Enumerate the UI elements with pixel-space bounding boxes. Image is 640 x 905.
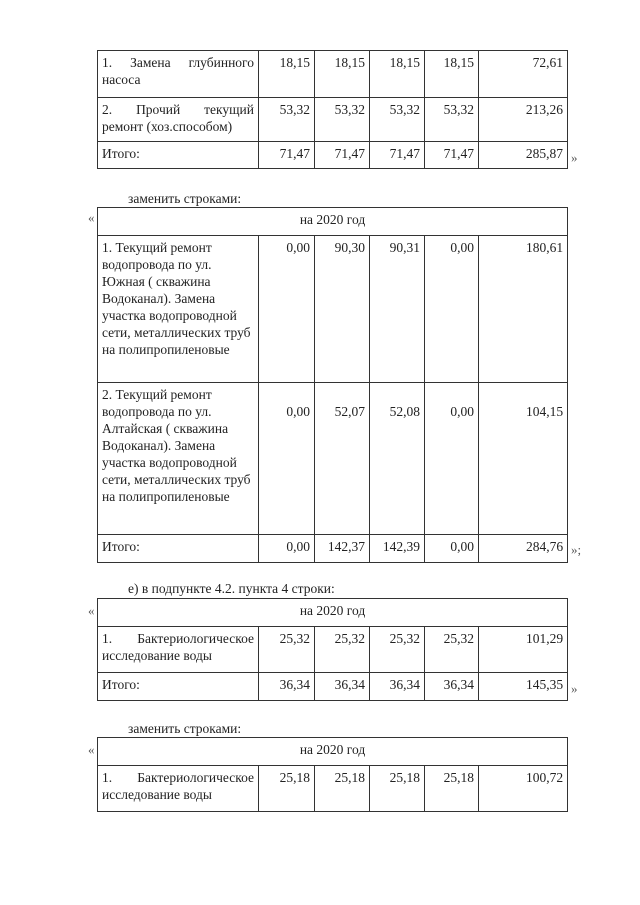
value-cell: 90,31 <box>370 236 425 383</box>
value-cell: 25,32 <box>370 627 425 673</box>
table-row <box>98 51 568 98</box>
open-quote: « <box>88 742 95 757</box>
paragraph-replace: заменить строками: <box>128 721 242 736</box>
year-row <box>98 208 568 236</box>
row-label: 2. Текущий ремонт водопровода по ул. Алтайская ( скважина Водоканал). Замена участка водопроводной сети, металлических труб на полипропиленовые <box>98 383 259 535</box>
row-label: 2. Прочий текущий ремонт (хоз.способом) <box>98 98 259 142</box>
close-quote: » <box>571 150 578 165</box>
table-repair-new <box>97 207 568 563</box>
table-repair-old <box>97 50 568 169</box>
value-cell: 25,32 <box>315 627 370 673</box>
value-cell: 53,32 <box>315 98 370 142</box>
value-cell: 36,34 <box>370 673 425 701</box>
value-cell: 25,18 <box>425 766 479 812</box>
value-cell: 0,00 <box>425 236 479 383</box>
value-cell: 25,32 <box>425 627 479 673</box>
value-cell: 145,35 <box>479 673 568 701</box>
table-row <box>98 383 568 535</box>
value-cell: 104,15 <box>479 383 568 535</box>
table-row-total <box>98 142 568 169</box>
row-label: Итого: <box>98 535 259 563</box>
table-row-total <box>98 535 568 563</box>
year-row <box>98 599 568 627</box>
value-cell: 284,76 <box>479 535 568 563</box>
value-cell: 285,87 <box>479 142 568 169</box>
close-quote: » <box>571 681 578 696</box>
value-cell: 0,00 <box>425 383 479 535</box>
value-cell: 0,00 <box>259 535 315 563</box>
value-cell: 36,34 <box>315 673 370 701</box>
row-label: 1. Бактериологическое исследование воды <box>98 766 259 812</box>
value-cell: 100,72 <box>479 766 568 812</box>
value-cell: 71,47 <box>259 142 315 169</box>
value-cell: 53,32 <box>259 98 315 142</box>
value-cell: 213,26 <box>479 98 568 142</box>
value-cell: 72,61 <box>479 51 568 98</box>
row-label: 1. Текущий ремонт водопровода по ул. Южная ( скважина Водоканал). Замена участка водопроводной сети, металлических труб на полипропиленовые <box>98 236 259 383</box>
paragraph-subpoint: е) в подпункте 4.2. пункта 4 строки: <box>128 581 335 596</box>
value-cell: 25,18 <box>315 766 370 812</box>
value-cell: 53,32 <box>370 98 425 142</box>
row-label: 1. Замена глубинного насоса <box>98 51 259 98</box>
value-cell: 25,18 <box>259 766 315 812</box>
table-row <box>98 98 568 142</box>
value-cell: 71,47 <box>315 142 370 169</box>
value-cell: 25,32 <box>259 627 315 673</box>
paragraph-replace: заменить строками: <box>128 191 242 206</box>
value-cell: 71,47 <box>370 142 425 169</box>
row-label: Итого: <box>98 673 259 701</box>
value-cell: 101,29 <box>479 627 568 673</box>
year-header: на 2020 год <box>98 738 568 766</box>
value-cell: 142,37 <box>315 535 370 563</box>
row-label: 1. Бактериологическое исследование воды <box>98 627 259 673</box>
value-cell: 18,15 <box>370 51 425 98</box>
open-quote: « <box>88 603 95 618</box>
row-label: Итого: <box>98 142 259 169</box>
close-quote: »; <box>571 542 582 557</box>
value-cell: 18,15 <box>425 51 479 98</box>
table-row-total <box>98 673 568 701</box>
value-cell: 25,18 <box>370 766 425 812</box>
value-cell: 180,61 <box>479 236 568 383</box>
value-cell: 71,47 <box>425 142 479 169</box>
value-cell: 52,07 <box>315 383 370 535</box>
table-row <box>98 236 568 383</box>
value-cell: 90,30 <box>315 236 370 383</box>
value-cell: 0,00 <box>425 535 479 563</box>
value-cell: 0,00 <box>259 383 315 535</box>
value-cell: 53,32 <box>425 98 479 142</box>
year-header: на 2020 год <box>98 599 568 627</box>
table-row <box>98 766 568 812</box>
open-quote: « <box>88 210 95 225</box>
table-row <box>98 627 568 673</box>
year-header: на 2020 год <box>98 208 568 236</box>
value-cell: 18,15 <box>315 51 370 98</box>
table-bacterio-new <box>97 737 568 812</box>
year-row <box>98 738 568 766</box>
value-cell: 36,34 <box>425 673 479 701</box>
value-cell: 36,34 <box>259 673 315 701</box>
value-cell: 142,39 <box>370 535 425 563</box>
value-cell: 18,15 <box>259 51 315 98</box>
value-cell: 52,08 <box>370 383 425 535</box>
value-cell: 0,00 <box>259 236 315 383</box>
table-bacterio-old <box>97 598 568 701</box>
